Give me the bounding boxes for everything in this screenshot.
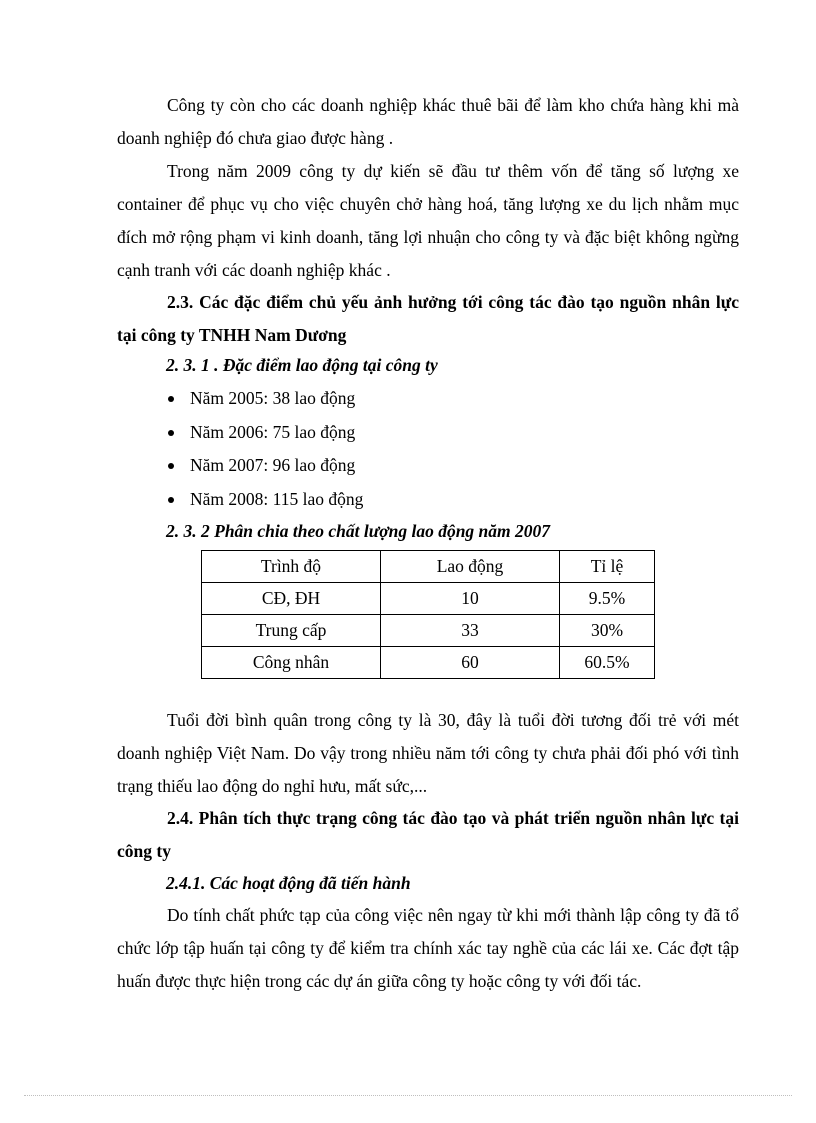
labor-quality-table [201,550,655,679]
page-bottom-divider [24,1095,792,1096]
table-cell: 9.5% [560,583,655,615]
table-header-cell: Tỉ lệ [560,551,655,583]
table-header-cell: Trình độ [202,551,381,583]
list-item: Năm 2006: 75 lao động [166,416,363,450]
paragraph-2009-plan: Trong năm 2009 công ty dự kiến sẽ đầu tư thêm vốn để tăng số lượng xe container để phục vụ cho việc chuyên chở hàng hoá, tăng lượng xe du lịch nhằm mục đích mở rộng phạm vi kinh doanh, tăng lợi nhuận cho công ty và đặc biệt không ngừng cạnh tranh với các doanh nghiệp khác . [117,161,739,280]
heading-2-4: 2.4. Phân tích thực trạng công tác đào tạo và phát triển nguồn nhân lực tại công ty [117,808,739,861]
table-header-row [202,551,655,583]
labor-by-year-list [166,382,363,516]
paragraph-warehouse-rental: Công ty còn cho các doanh nghiệp khác thuê bãi để làm kho chứa hàng khi mà doanh nghiệp đó chưa giao được hàng . [117,95,739,148]
table-cell: 30% [560,615,655,647]
table-row [202,615,655,647]
heading-2-3: 2.3. Các đặc điểm chủ yếu ảnh hưởng tới công tác đào tạo nguồn nhân lực tại công ty TNHH Nam Dương [117,292,739,345]
heading-2-3-2: 2. 3. 2 Phân chia theo chất lượng lao động năm 2007 [166,521,551,541]
table-row [202,647,655,679]
table-cell: Công nhân [202,647,381,679]
table-cell: 33 [381,615,560,647]
list-item: Năm 2005: 38 lao động [166,382,363,416]
list-item: Năm 2008: 115 lao động [166,483,363,517]
table-cell: 60.5% [560,647,655,679]
table-header-cell: Lao động [381,551,560,583]
table-row [202,583,655,615]
table-cell: CĐ, ĐH [202,583,381,615]
heading-2-4-1: 2.4.1. Các hoạt động đã tiến hành [166,873,411,893]
table-cell: 10 [381,583,560,615]
paragraph-average-age: Tuổi đời bình quân trong công ty là 30, đây là tuổi đời tương đối trẻ với mét doanh nghiệp Việt Nam. Do vậy trong nhiều năm tới công ty chưa phải đối phó với tình trạng thiếu lao động do nghỉ hưu, mất sức,... [117,710,739,796]
paragraph-training: Do tính chất phức tạp của công việc nên ngay từ khi mới thành lập công ty đã tổ chức lớp tập huấn tại công ty để kiểm tra chính xác tay nghề của các lái xe. Các đợt tập huấn được thực hiện trong các dự án giữa công ty hoặc công ty với đối tác. [117,905,739,991]
table-cell: Trung cấp [202,615,381,647]
table-cell: 60 [381,647,560,679]
heading-2-3-1: 2. 3. 1 . Đặc điểm lao động tại công ty [166,355,438,375]
list-item: Năm 2007: 96 lao động [166,449,363,483]
